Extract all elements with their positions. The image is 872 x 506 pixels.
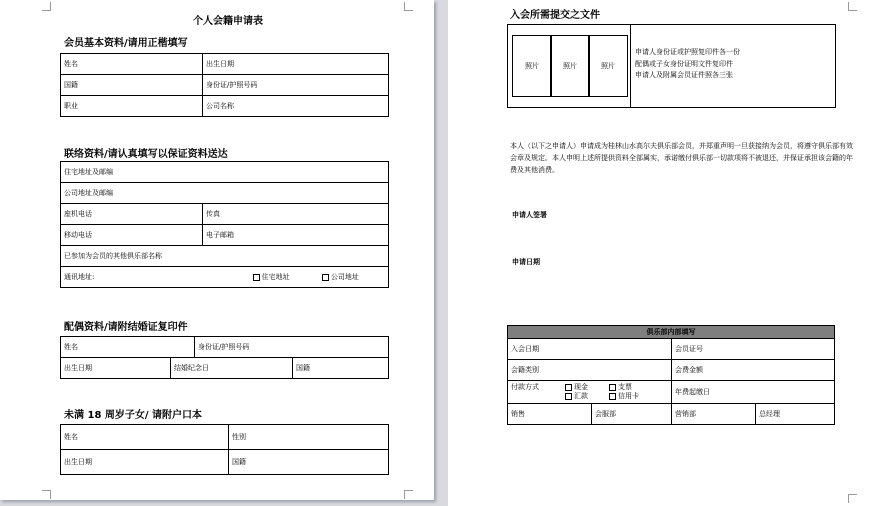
annual-fee-start-field[interactable]: 年费起缴日 [672,381,835,404]
table-row [61,267,389,288]
mobile-field[interactable]: 移动电话 [61,225,203,246]
table-row [508,339,835,360]
spouse-info-table [60,336,389,379]
name-field[interactable]: 姓名 [61,54,203,75]
table-row [508,326,835,339]
table-row [508,404,835,425]
declaration-text: 本人（以下之申请人）申请成为桂林山水高尔夫俱乐部会员，并郑重声明一旦获接纳为会员，将遵守俱乐部有效会章及规定。本人申明上述所提供资料全部属实，承诺缴付俱乐部一切款项将不被退还，并保证承担该会籍的年费及其他消费。 [510,142,853,174]
member-info-table [60,53,389,117]
pay-transfer-option[interactable] [565,392,588,401]
spouse-name-field[interactable]: 姓名 [61,337,195,358]
fee-amount-field[interactable]: 会费金额 [672,360,835,381]
photo-slot[interactable]: 照片 [550,35,590,97]
fax-field[interactable]: 传真 [203,204,389,225]
member-section-heading: 会员基本资料/请用正楷填写 [64,38,188,49]
page-right [448,0,872,506]
crop-mark [848,2,857,11]
child-gender-field[interactable]: 性别 [229,425,389,450]
payment-method-field [508,381,672,404]
home-address-field[interactable]: 住宅地址及邮编 [61,162,389,183]
anniversary-field[interactable]: 结婚纪念日 [171,358,293,379]
table-row [61,54,389,75]
company-name-field[interactable]: 公司名称 [203,96,389,117]
form-title: 个人会籍申请表 [193,16,263,27]
checkbox-icon[interactable] [253,274,260,281]
office-use-heading: 俱乐部内部填写 [508,326,835,339]
documents-box [507,24,836,108]
member-number-field[interactable]: 会员证号 [672,339,835,360]
spouse-section-heading: 配偶资料/请附结婚证复印件 [64,322,188,333]
table-row [508,381,835,404]
photo-slot[interactable]: 照片 [512,35,552,97]
occupation-field[interactable]: 职业 [61,96,203,117]
birth-date-field[interactable]: 出生日期 [203,54,389,75]
checkbox-icon[interactable] [565,393,572,400]
checkbox-icon[interactable] [322,274,329,281]
pay-cash-option[interactable] [565,383,588,392]
divider [630,25,631,107]
table-row [61,337,389,358]
general-manager-field[interactable]: 总经理 [756,404,835,425]
child-info-table [60,424,389,475]
table-row [61,225,389,246]
contact-section-heading: 联络资料/请认真填写以保证资料送达 [64,149,228,160]
company-address-field[interactable]: 公司地址及邮编 [61,183,389,204]
office-use-table [507,325,835,425]
sales-field[interactable]: 销售 [508,404,592,425]
child-section-heading: 未满 18 周岁子女/ 请附户口本 [64,410,203,421]
table-row [61,358,389,379]
documents-section-heading: 入会所需提交之文件 [510,10,600,21]
table-row [61,425,389,450]
child-nationality-field[interactable]: 国籍 [229,450,389,475]
requirement-item: 申请人及附属会员证件照各三张 [635,71,733,79]
table-row [61,75,389,96]
pay-cash-label: 现金 [574,383,588,391]
contact-info-table [60,161,389,288]
table-row [61,204,389,225]
table-row [61,96,389,117]
table-row [61,162,389,183]
table-row [61,183,389,204]
pay-card-option[interactable] [609,392,639,401]
checkbox-icon[interactable] [609,393,616,400]
checkbox-icon[interactable] [565,384,572,391]
pay-cheque-option[interactable] [609,383,632,392]
pay-transfer-label: 汇款 [574,392,588,400]
mailing-home-option[interactable] [253,273,290,281]
spouse-id-field[interactable]: 身份证/护照号码 [195,337,389,358]
mailing-company-option[interactable] [322,273,359,281]
crop-mark [848,494,857,503]
child-birth-date-field[interactable]: 出生日期 [61,450,229,475]
crop-mark [404,2,413,11]
spouse-nationality-field[interactable]: 国籍 [293,358,389,379]
crop-mark [404,490,413,499]
id-number-field[interactable]: 身份证/护照号码 [203,75,389,96]
payment-method-label: 付款方式 [511,383,539,391]
table-row [508,360,835,381]
other-clubs-field[interactable]: 已参加为会员的其他俱乐部名称 [61,246,389,267]
pay-cheque-label: 支票 [618,383,632,391]
mailing-company-label: 公司地址 [330,273,359,281]
email-field[interactable]: 电子邮箱 [203,225,389,246]
mailing-address-row [61,267,389,288]
child-name-field[interactable]: 姓名 [61,425,229,450]
crop-mark [42,2,51,11]
photo-slot[interactable]: 照片 [588,35,628,97]
membership-type-field[interactable]: 会籍类别 [508,360,672,381]
crop-mark [42,490,51,499]
join-date-field[interactable]: 入会日期 [508,339,672,360]
mailing-home-label: 住宅地址 [261,273,290,281]
table-row [61,246,389,267]
spouse-birth-date-field[interactable]: 出生日期 [61,358,171,379]
table-row [61,450,389,475]
membership-dept-field[interactable]: 会服部 [592,404,672,425]
requirement-item: 申请人身份证或护照复印件各一份 [635,48,740,56]
finance-dept-field[interactable]: 营销部 [672,404,756,425]
landline-field[interactable]: 座机电话 [61,204,203,225]
nationality-field[interactable]: 国籍 [61,75,203,96]
pay-card-label: 信用卡 [618,392,639,400]
signature-label: 申请人签署 [512,211,547,219]
mailing-address-label: 通讯地址: [64,273,95,281]
page-left [0,0,434,500]
requirement-item: 配偶或子女身份证明文件复印件 [635,60,733,68]
checkbox-icon[interactable] [609,384,616,391]
application-date-label: 申请日期 [512,258,540,266]
